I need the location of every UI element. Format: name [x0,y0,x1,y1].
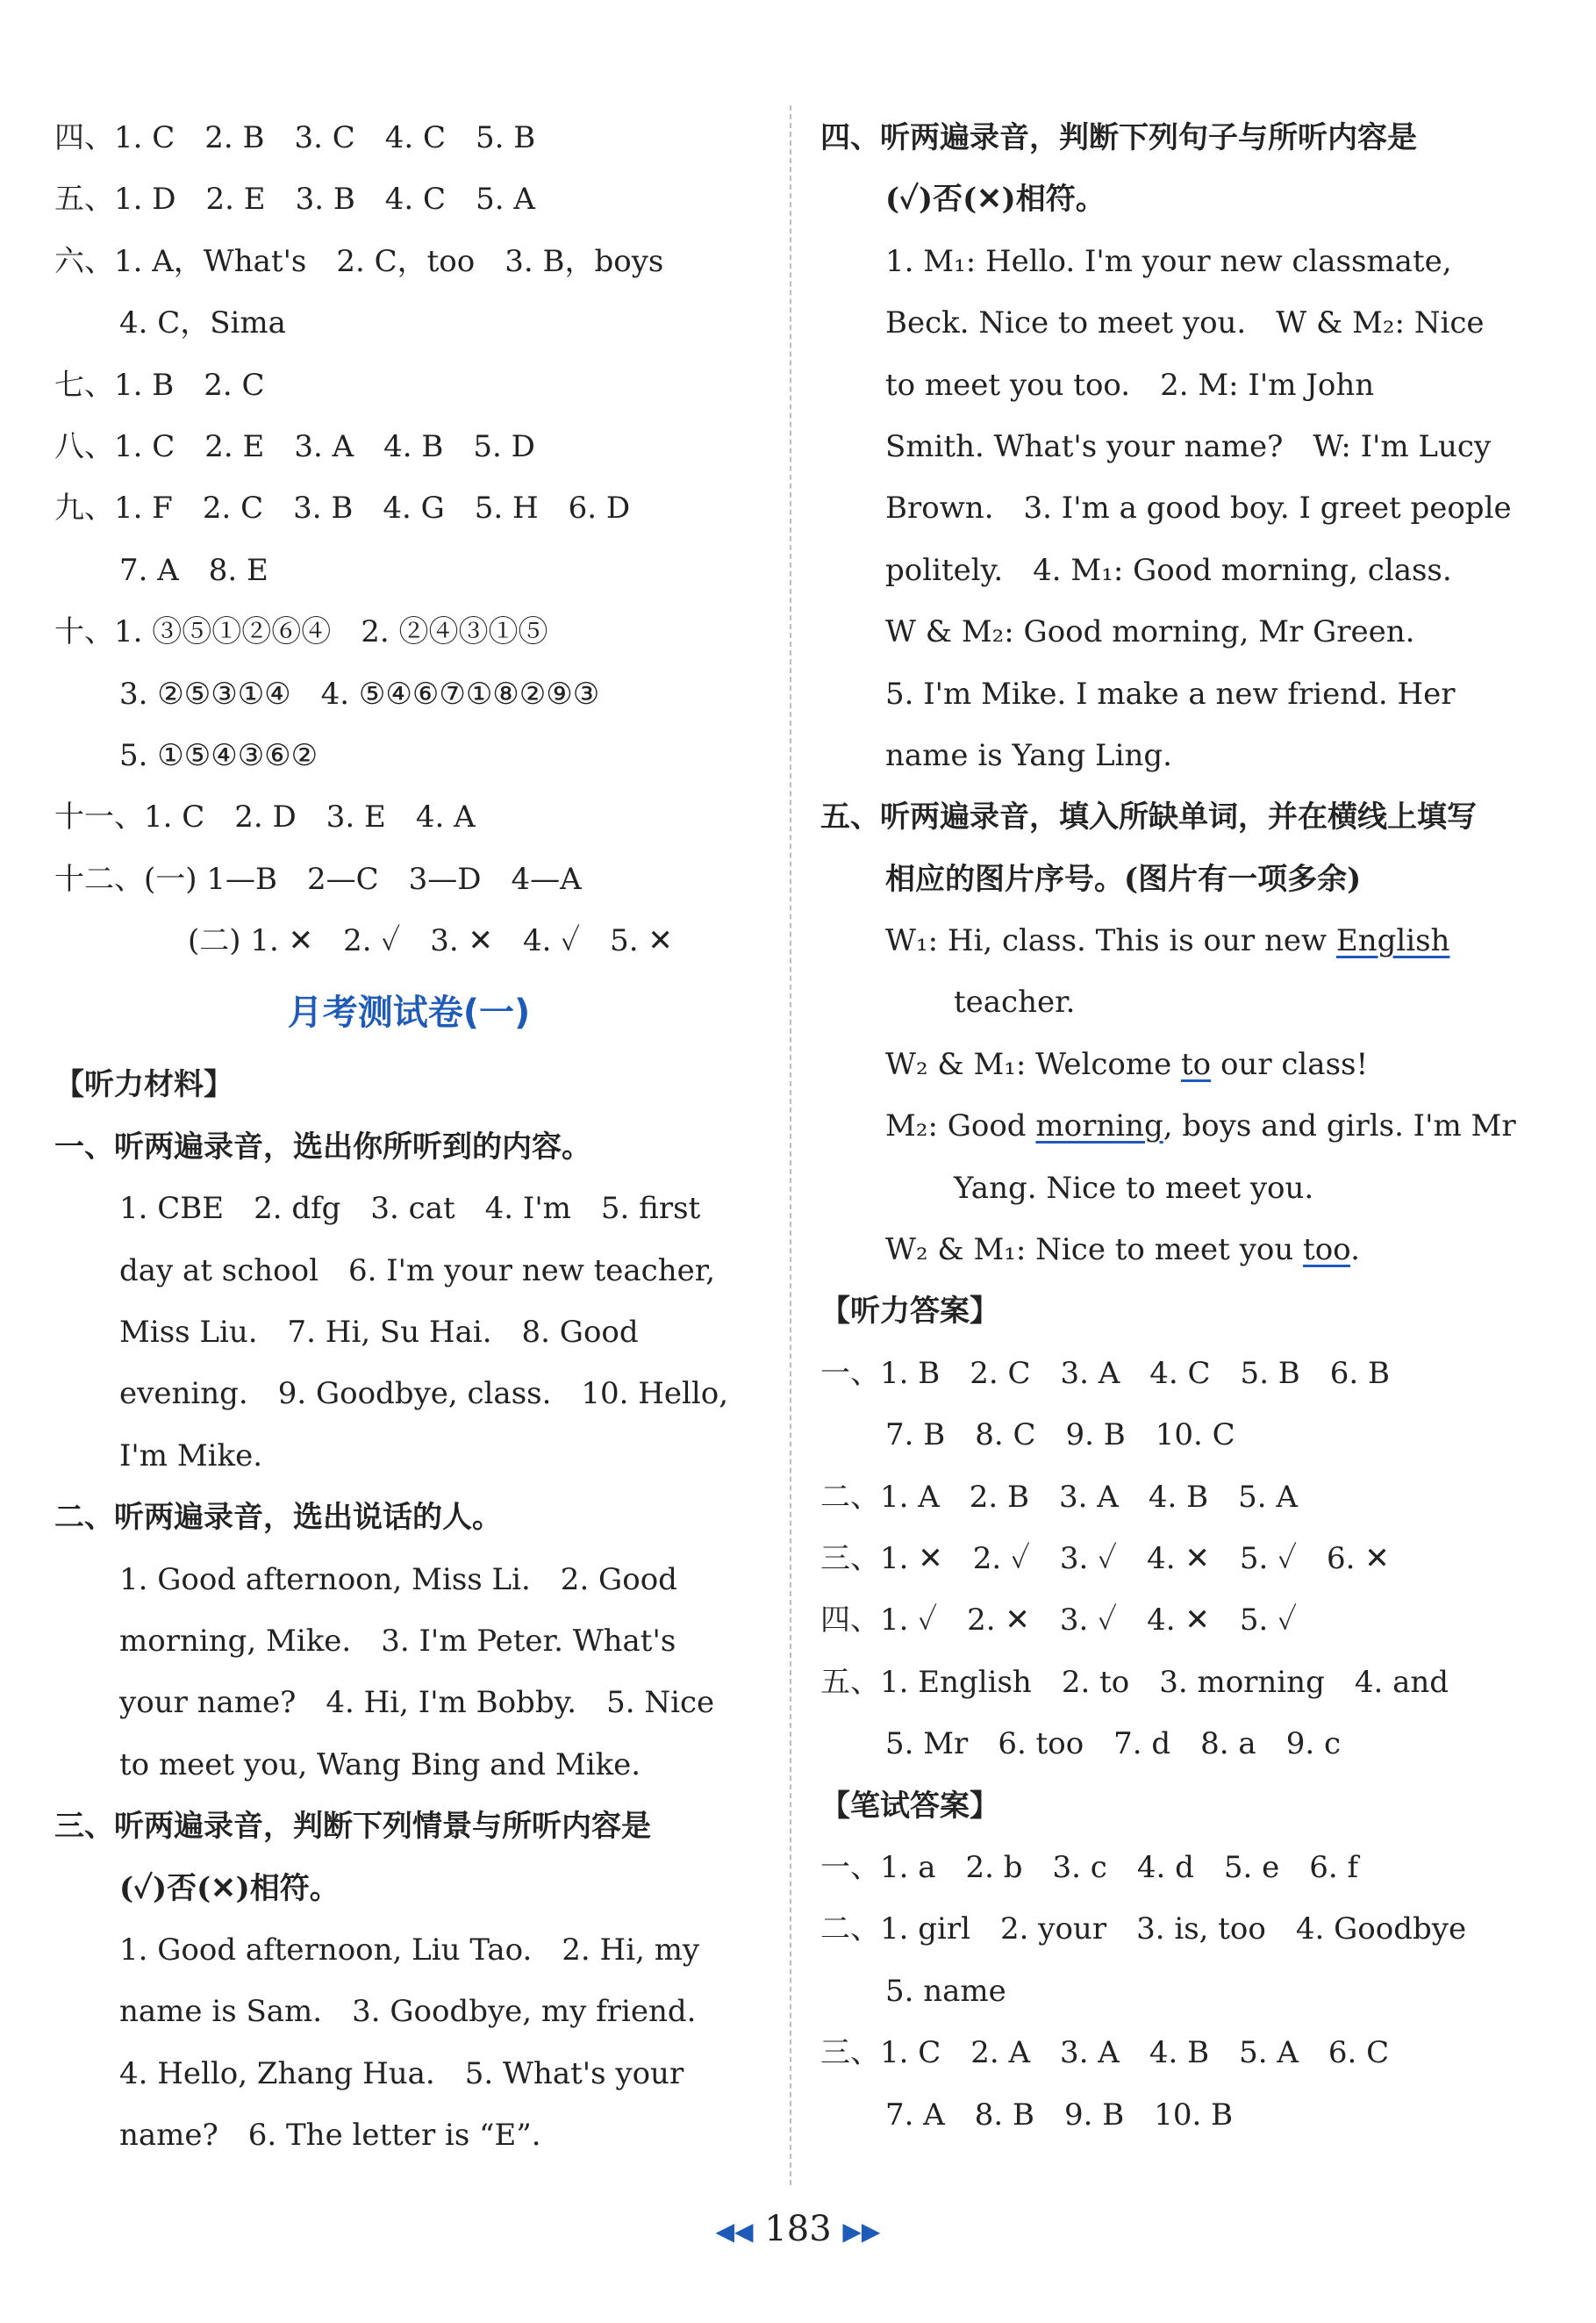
answer-line: I'm Mike. [119,1438,263,1473]
answer-line: 二、1. girl 2. your 3. is, too 4. Goodbye [820,1911,1467,1947]
answer-line: name is Sam. 3. Goodbye, my friend. [119,1994,697,2030]
answer-line: 十二、(一) 1—B 2—C 3—D 4—A [54,861,582,897]
question-title: 【笔试答案】 [820,1788,999,1824]
answer-line: 十一、1. C 2. D 3. E 4. A [54,799,476,835]
answer-line: 四、1. C 2. B 3. C 4. C 5. B [54,120,536,155]
answer-line: 4. C，Sima [119,305,286,341]
answer-line: Beck. Nice to meet you. W & M₂: Nice [885,305,1485,341]
answer-line: M₂: Good morning, boys and girls. I'm Mr [885,1108,1516,1144]
answer-line: 4. Hello, Zhang Hua. 5. What's your [119,2055,684,2091]
column-divider [790,105,791,2185]
prev-arrows-icon: ◀◀ [715,2217,754,2246]
answer-line: W₂ & M₁: Welcome to our class! [885,1046,1369,1082]
page-footer [0,2203,1596,2258]
answer-line: to meet you, Wang Bing and Mike. [119,1746,641,1782]
answer-line: morning, Mike. 3. I'm Peter. What's [119,1623,676,1659]
answer-line: 七、1. B 2. C [54,367,265,403]
filled-blank-word: too [1303,1232,1351,1268]
answer-line: 7. A 8. B 9. B 10. B [885,2097,1234,2133]
answer-line: 三、1. C 2. A 3. A 4. B 5. A 6. C [820,2035,1390,2071]
answer-line: 五、1. D 2. E 3. B 4. C 5. A [54,182,535,218]
answer-line: (二) 1. ✕ 2. ✓ 3. ✕ 4. ✓ 5. ✕ [188,923,673,959]
answer-line: 一、1. B 2. C 3. A 4. C 5. B 6. B [820,1355,1391,1391]
answer-line: your name? 4. Hi, I'm Bobby. 5. Nice [119,1685,715,1721]
answer-line: 7. A 8. E [119,552,268,588]
question-title: 相应的图片序号。(图片有一项多余) [885,861,1362,897]
answer-line: teacher. [954,985,1076,1021]
answer-line: name? 6. The letter is “E”. [119,2118,541,2154]
question-title: 五、听两遍录音，填入所缺单词，并在横线上填写 [820,799,1477,835]
answer-line: 5. name [885,1973,1006,2009]
filled-blank-word: to [1181,1046,1212,1082]
answer-line: 5. I'm Mike. I make a new friend. Her [885,676,1456,712]
answer-line: 5. Mr 6. too 7. d 8. a 9. c [885,1726,1341,1762]
answer-line: 1. Good afternoon, Miss Li. 2. Good [119,1561,677,1597]
filled-blank-word: English [1335,923,1450,959]
question-title: 二、听两遍录音，选出说话的人。 [54,1500,502,1536]
answer-line: 1. M₁: Hello. I'm your new classmate, [885,243,1452,279]
section-heading: 月考测试卷(一) [287,993,531,1034]
question-title: 四、听两遍录音，判断下列句子与所听内容是 [820,120,1417,155]
answer-line: Brown. 3. I'm a good boy. I greet people [885,491,1512,527]
question-title: 【听力材料】 [54,1067,233,1103]
next-arrows-icon: ▶▶ [842,2217,881,2246]
answer-line: Miss Liu. 7. Hi, Su Hai. 8. Good [119,1315,639,1351]
answer-line: 1. Good afternoon, Liu Tao. 2. Hi, my [119,1932,700,1968]
answer-line: 二、1. A 2. B 3. A 4. B 5. A [820,1479,1298,1515]
answer-line: 3. ②⑤③①④ 4. ⑤④⑥⑦①⑧②⑨③ [119,676,600,712]
answer-line: W & M₂: Good morning, Mr Green. [885,614,1415,650]
answer-line: 四、1. ✓ 2. ✕ 3. ✓ 4. ✕ 5. ✓ [820,1602,1298,1638]
answer-line: 1. CBE 2. dfg 3. cat 4. I'm 5. first [119,1191,701,1227]
answer-line: 六、1. A，What's 2. C，too 3. B，boys [54,243,664,279]
question-title: 【听力答案】 [820,1294,999,1330]
left-column [54,107,763,2167]
answer-line: W₂ & M₁: Nice to meet you too. [885,1232,1360,1268]
answer-line: W₁: Hi, class. This is our new English [885,923,1450,959]
answer-line: 九、1. F 2. C 3. B 4. G 5. H 6. D [54,491,631,527]
question-title: 一、听两遍录音，选出你所听到的内容。 [54,1129,591,1165]
answer-line: 十、1. ③⑤①②⑥④ 2. ②④③①⑤ [54,614,548,650]
filled-blank-word: morning [1035,1108,1163,1144]
answer-line: 三、1. ✕ 2. ✓ 3. ✓ 4. ✕ 5. ✓ 6. ✕ [820,1540,1390,1576]
answer-line: 7. B 8. C 9. B 10. C [885,1417,1235,1453]
answer-line: evening. 9. Goodbye, class. 10. Hello, [119,1376,729,1412]
answer-line: day at school 6. I'm your new teacher, [119,1252,716,1288]
answer-line: 一、1. a 2. b 3. c 4. d 5. e 6. f [820,1849,1359,1885]
answer-line: to meet you too. 2. M: I'm John [885,367,1375,403]
right-column [820,107,1535,2146]
question-title: 三、听两遍录音，判断下列情景与所听内容是 [54,1809,651,1845]
answer-line: 八、1. C 2. E 3. A 4. B 5. D [54,428,535,464]
answer-line: politely. 4. M₁: Good morning, class. [885,552,1452,588]
answer-line: 5. ①⑤④③⑥② [119,737,318,773]
page-number: 183 [764,2209,832,2249]
question-title: (✓)否(✕)相符。 [119,1870,340,1906]
answer-line: Yang. Nice to meet you. [954,1170,1314,1206]
answer-line: name is Yang Ling. [885,737,1172,773]
answer-line: 五、1. English 2. to 3. morning 4. and [820,1664,1449,1700]
answer-line: Smith. What's your name? W: I'm Lucy [885,428,1492,464]
question-title: (✓)否(✕)相符。 [885,182,1106,218]
